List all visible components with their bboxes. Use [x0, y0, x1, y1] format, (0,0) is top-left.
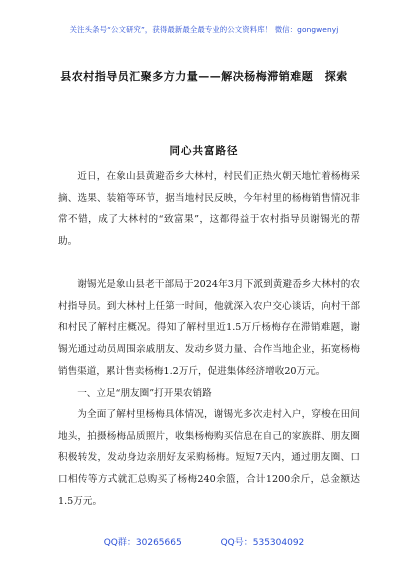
- document-subtitle: 同心共富路径: [169, 145, 239, 157]
- header-promo-note: 关注头条号“公文研究”，获得最新最全最专业的公文资料库！ 微信：gongwenyj: [69, 25, 339, 34]
- paragraph-section-1: 为全面了解村里杨梅具体情况，谢锡光多次走村入户，穿梭在田间地头，拍摄杨梅品质照片，收集杨梅购买信息在自己的家族群、朋友圈积极转发，发动身边亲朋好友采购杨梅。短短7天内，通过朋友圈、口口相传等方式就汇总购买了杨梅240余篮，合计1200余斤，总金额达1.5万元。: [58, 409, 360, 507]
- section-heading-1: 一、立足“朋友圈”打开果农销路: [77, 388, 212, 399]
- footer-qq-number: QQ号：535304092: [220, 538, 305, 548]
- paragraph-intro: 近日，在象山县黄避岙乡大林村，村民们正热火朝天地忙着杨梅采摘、选果、装箱等环节，据当地村民反映，今年村里的杨梅销售情况非常不错，成了大林村的“致富果”，这都得益于农村指导员谢锡光的帮助。: [58, 171, 360, 248]
- footer-contact: [0, 535, 408, 548]
- footer-qq-group: QQ群：30265665: [103, 538, 182, 548]
- paragraph-background: 谢锡光是象山县老干部局于2024年3月下派到黄避岙乡大林村的农村指导员。到大林村上任第一时间，他就深入农户交心谈话，向村干部和村民了解村庄概况。得知了解村里近1.5万斤杨梅存在滞销难题，谢锡光通过动员周围亲戚朋友、发动乡贤力量、合作当地企业，拓宽杨梅销售渠道，累计售卖杨梅1.2万斤，促进集体经济增收20万元。: [58, 279, 360, 377]
- document-title: 县农村指导员汇聚多方力量——解决杨梅滞销难题 探索: [60, 70, 348, 83]
